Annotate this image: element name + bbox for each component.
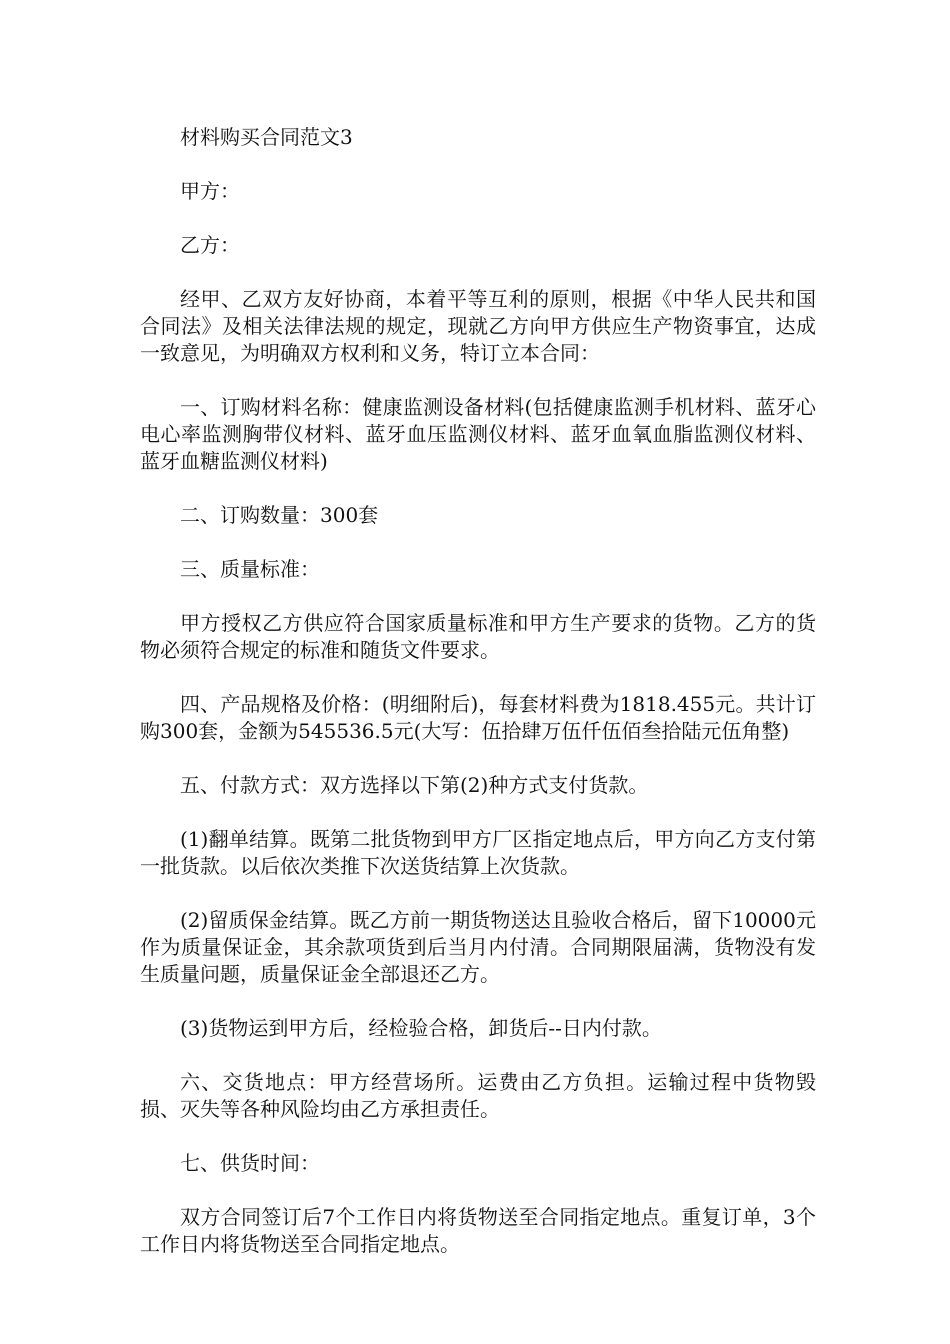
preamble-paragraph: 经甲、乙双方友好协商，本着平等互利的原则，根据《中华人民共和国合同法》及相关法律法规的规定，现就乙方向甲方供应生产物资事宜，达成一致意见，为明确双方权利和义务，特订立本合同： xyxy=(140,287,816,365)
party-b-line: 乙方： xyxy=(180,233,240,257)
document-body xyxy=(140,124,816,1258)
clause-payment-method: 五、付款方式：双方选择以下第(2)种方式支付货款。 xyxy=(180,773,649,797)
payment-option-3: (3)货物运到甲方后，经检验合格，卸货后--日内付款。 xyxy=(180,1016,662,1040)
payment-option-1: (1)翻单结算。既第二批货物到甲方厂区指定地点后，甲方向乙方支付第一批货款。以后依次类推下次送货结算上次货款。 xyxy=(140,827,816,878)
clause-quality-body: 甲方授权乙方供应符合国家质量标准和甲方生产要求的货物。乙方的货物必须符合规定的标准和随货文件要求。 xyxy=(140,611,816,662)
clause-spec-price: 四、产品规格及价格：(明细附后)，每套材料费为1818.455元。共计订购300套，金额为545536.5元(大写：伍拾肆万伍仟伍佰叁拾陆元伍角整) xyxy=(140,692,816,743)
clause-quality-heading: 三、质量标准： xyxy=(180,557,320,581)
clause-material-name: 一、订购材料名称：健康监测设备材料(包括健康监测手机材料、蓝牙心电心率监测胸带仪材料、蓝牙血压监测仪材料、蓝牙血氧血脂监测仪材料、蓝牙血糖监测仪材料) xyxy=(140,395,816,473)
clause-quantity: 二、订购数量：300套 xyxy=(180,503,379,527)
payment-option-2: (2)留质保金结算。既乙方前一期货物送达且验收合格后，留下10000元作为质量保证金，其余款项货到后当月内付清。合同期限届满，货物没有发生质量问题，质量保证金全部退还乙方。 xyxy=(140,908,816,986)
clause-supply-time-body: 双方合同签订后7个工作日内将货物送至合同指定地点。重复订单，3个工作日内将货物送至合同指定地点。 xyxy=(140,1205,816,1256)
party-a-line: 甲方： xyxy=(180,179,240,203)
clause-supply-time-heading: 七、供货时间： xyxy=(180,1151,320,1175)
document-title: 材料购买合同范文3 xyxy=(180,125,353,149)
clause-delivery-location: 六、交货地点：甲方经营场所。运费由乙方负担。运输过程中货物毁损、灭失等各种风险均由乙方承担责任。 xyxy=(140,1070,816,1121)
